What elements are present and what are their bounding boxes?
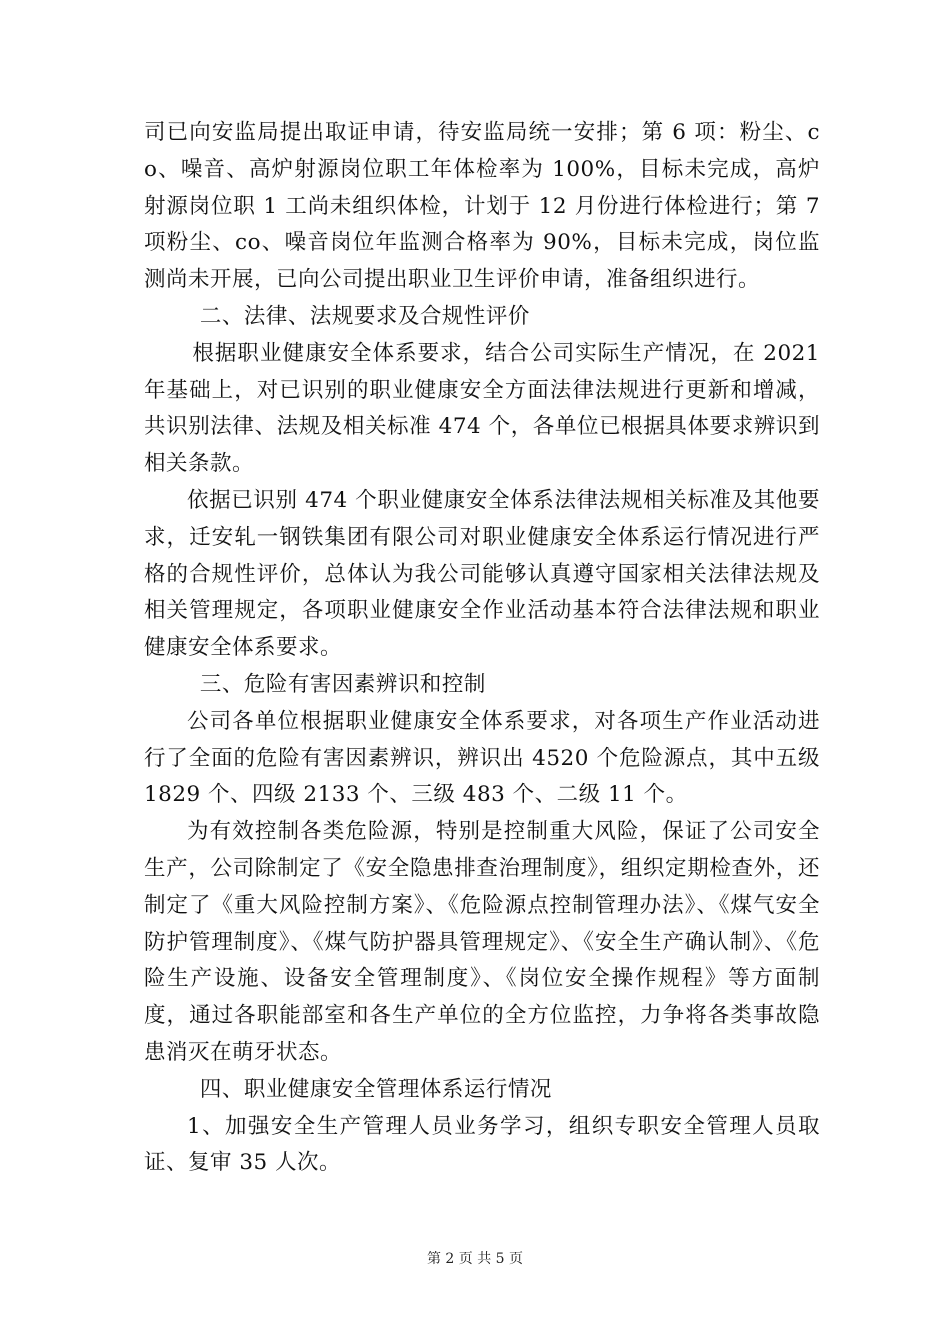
section-heading-legal-compliance: 二、法律、法规要求及合规性评价 xyxy=(199,303,530,329)
document-body xyxy=(144,115,820,1182)
section-heading-hazard-identification: 三、危险有害因素辨识和控制 xyxy=(199,671,486,697)
paragraph-safety-training: 1、加强安全生产管理人员业务学习，组织专职安全管理人员取证、复审 35 人次。 xyxy=(144,1113,820,1176)
paragraph-continuation: 司已向安监局提出取证申请，待安监局统一安排；第 6 项：粉尘、co、噪音、高炉射源岗位职工年体检率为 100%，目标未完成，高炉射源岗位职 1 工尚未组织体检，计划于 12 月份进行体检进行；第 7 项粉尘、co、噪音岗位年监测合格率为 90%，目标未完成，岗位监测尚未开展，已向公司提出职业卫生评价申请，准备组织进行。 xyxy=(144,120,820,293)
page-number-footer: 第 2 页 共 5 页 xyxy=(426,1251,524,1267)
paragraph-hazard-control: 为有效控制各类危险源，特别是控制重大风险，保证了公司安全生产，公司除制定了《安全隐患排查治理制度》，组织定期检查外，还制定了《重大风险控制方案》、《危险源点控制管理办法》、《煤气安全防护管理制度》、《煤气防护器具管理规定》、《安全生产确认制》、《危险生产设施、设备安全管理制度》、《岗位安全操作规程》等方面制度，通过各职能部室和各生产单位的全方位监控，力争将各类事故隐患消灭在萌牙状态。 xyxy=(144,819,820,1065)
section-heading-system-operation: 四、职业健康安全管理体系运行情况 xyxy=(199,1076,552,1102)
paragraph-legal-identification: 根据职业健康安全体系要求，结合公司实际生产情况，在 2021 年基础上，对已识别的职业健康安全方面法律法规进行更新和增减，共识别法律、法规及相关标准 474 个，各单位已根据具体要求辨识到相关条款。 xyxy=(144,340,820,477)
paragraph-hazard-count: 公司各单位根据职业健康安全体系要求，对各项生产作业活动进行了全面的危险有害因素辨识，辨识出 4520 个危险源点，其中五级 1829 个、四级 2133 个、三级 483 个、二级 11 个。 xyxy=(144,708,820,808)
paragraph-compliance-evaluation: 依据已识别 474 个职业健康安全体系法律法规相关标准及其他要求，迁安轧一钢铁集团有限公司对职业健康安全体系运行情况进行严格的合规性评价，总体认为我公司能够认真遵守国家相关法律法规及相关管理规定，各项职业健康安全作业活动基本符合法律法规和职业健康安全体系要求。 xyxy=(144,487,820,661)
